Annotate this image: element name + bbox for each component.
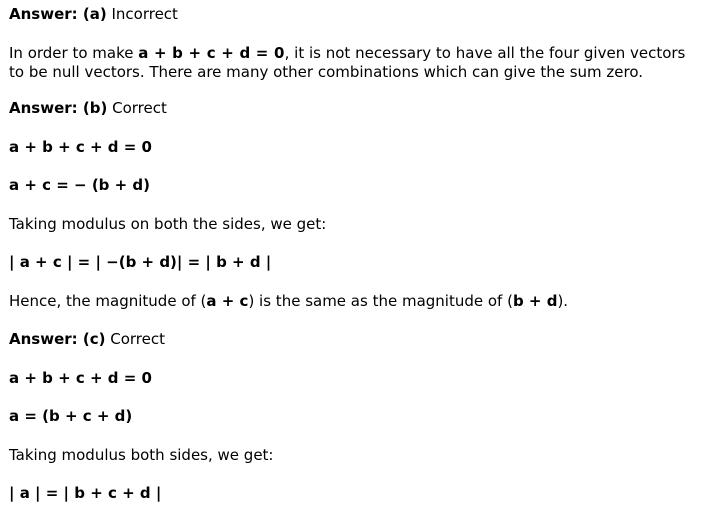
answer-b-equation-1 [9, 138, 152, 157]
answer-a-explanation-post: , it is not necessary to have all the four given vectors to be null vectors. There are many other combinations which can give the sum zero. [9, 44, 686, 81]
answer-b-conclusion [9, 292, 568, 311]
answer-b-equation-1-text: a + b + c + d = 0 [9, 138, 152, 156]
answer-c-equation-2 [9, 407, 132, 426]
answer-c-equation-1 [9, 369, 152, 388]
answer-c-equation-1-text: a + b + c + d = 0 [9, 369, 152, 387]
answer-c-modulus-text [9, 446, 274, 465]
answer-b-conclusion-pre: Hence, the magnitude of ( [9, 292, 207, 310]
answer-a-explanation-pre: In order to make [9, 44, 139, 62]
answer-b-conclusion-vec2: b + d [512, 292, 558, 310]
answer-c-verdict: Correct [110, 330, 165, 348]
answer-b-conclusion-post: ). [557, 292, 569, 310]
answer-b-conclusion-mid: ) is the same as the magnitude of ( [248, 292, 513, 310]
answer-a-explanation [9, 44, 701, 82]
answer-c-modulus-equation [9, 484, 161, 503]
answer-b-verdict: Correct [112, 99, 167, 117]
answer-b-modulus-equation [9, 253, 271, 272]
answer-c-label: Answer: (c) [9, 330, 106, 348]
answer-a-heading [9, 5, 178, 24]
answer-c-modulus-label: Taking modulus both sides, we get: [9, 446, 274, 464]
answer-a-equation: a + b + c + d = 0 [138, 44, 285, 62]
answer-b-modulus-equation-text: | a + c | = | −(b + d)| = | b + d | [9, 253, 272, 271]
answer-a-label: Answer: (a) [9, 5, 107, 23]
answer-b-modulus-text [9, 215, 326, 234]
answer-b-equation-2-text: a + c = − (b + d) [9, 176, 151, 194]
answer-b-label: Answer: (b) [9, 99, 108, 117]
answer-b-equation-2 [9, 176, 150, 195]
answer-b-heading [9, 99, 167, 118]
answer-a-verdict: Incorrect [111, 5, 178, 23]
answer-c-equation-2-text: a = (b + c + d) [9, 407, 133, 425]
answer-b-conclusion-vec1: a + c [206, 292, 249, 310]
answer-c-modulus-equation-text: | a | = | b + c + d | [9, 484, 162, 502]
answer-c-heading [9, 330, 165, 349]
answer-b-modulus-label: Taking modulus on both the sides, we get: [9, 215, 327, 233]
